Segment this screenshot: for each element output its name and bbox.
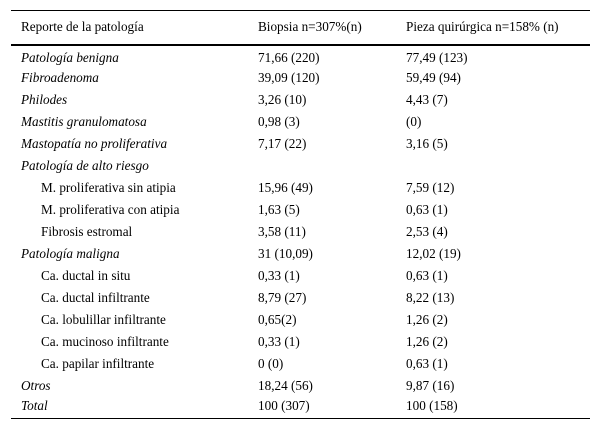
table-header: [11, 11, 590, 45]
row-label: Mastopatía no proliferativa: [21, 135, 168, 151]
row-label: M. proliferativa sin atipia: [41, 179, 176, 195]
surgical-piece-cell: 9,87 (16): [406, 377, 455, 393]
pathology-table: [11, 10, 590, 419]
table-row: [11, 67, 590, 89]
table-row: [11, 243, 590, 265]
biopsy-cell: 3,58 (11): [258, 223, 306, 239]
table-row: [11, 155, 590, 177]
surgical-piece-cell: [396, 155, 590, 177]
biopsy-cell: 0,65(2): [258, 311, 297, 327]
surgical-piece-cell: 7,59 (12): [406, 179, 455, 195]
row-label: Fibroadenoma: [21, 69, 99, 85]
row-label: Philodes: [21, 91, 68, 107]
row-label: Otros: [21, 377, 51, 393]
biopsy-cell: 39,09 (120): [258, 69, 320, 85]
biopsy-cell: 7,17 (22): [258, 135, 307, 151]
surgical-piece-cell: 12,02 (19): [406, 245, 461, 261]
row-label: Patología maligna: [21, 245, 120, 261]
biopsy-cell: 0,33 (1): [258, 267, 300, 283]
surgical-piece-cell: 8,22 (13): [406, 289, 455, 305]
biopsy-cell: 71,66 (220): [258, 49, 320, 65]
surgical-piece-cell: 77,49 (123): [406, 49, 468, 65]
table-body: [11, 45, 590, 419]
row-label: Mastitis granulomatosa: [21, 113, 147, 129]
biopsy-cell: 18,24 (56): [258, 377, 313, 393]
table-row: [11, 111, 590, 133]
table-row: [11, 221, 590, 243]
surgical-piece-cell: 0,63 (1): [406, 355, 448, 371]
surgical-piece-cell: 3,16 (5): [406, 135, 448, 151]
surgical-piece-cell: (0): [406, 113, 422, 129]
row-label: Patología benigna: [21, 49, 119, 65]
surgical-piece-cell: 0,63 (1): [406, 201, 448, 217]
surgical-piece-cell: 59,49 (94): [406, 69, 461, 85]
biopsy-cell: 0,98 (3): [258, 113, 300, 129]
table-row: [11, 375, 590, 397]
biopsy-cell: 15,96 (49): [258, 179, 313, 195]
biopsy-cell: 8,79 (27): [258, 289, 307, 305]
table-row: [11, 265, 590, 287]
surgical-piece-cell: 0,63 (1): [406, 267, 448, 283]
table-row: [11, 287, 590, 309]
table-row: [11, 133, 590, 155]
surgical-piece-cell: 4,43 (7): [406, 91, 448, 107]
biopsy-cell: 0,33 (1): [258, 333, 300, 349]
biopsy-cell: 100 (307): [248, 397, 396, 419]
biopsy-cell: 31 (10,09): [258, 245, 313, 261]
table-row: [11, 397, 590, 419]
header-pathology-report: Reporte de la patología: [11, 11, 248, 45]
table-row: [11, 309, 590, 331]
row-label: Total: [11, 397, 248, 419]
row-label: Ca. papilar infiltrante: [41, 355, 155, 371]
biopsy-cell: 0 (0): [258, 355, 284, 371]
biopsy-cell: [248, 155, 396, 177]
table-row: [11, 177, 590, 199]
row-label: Ca. lobulillar infiltrante: [41, 311, 166, 327]
pathology-table-container: [11, 10, 590, 419]
header-biopsy: Biopsia n=307%(n): [248, 11, 396, 45]
header-surgical-piece: Pieza quirúrgica n=158% (n): [396, 11, 590, 45]
row-label: M. proliferativa con atipia: [41, 201, 180, 217]
surgical-piece-cell: 1,26 (2): [406, 333, 448, 349]
table-row: [11, 331, 590, 353]
surgical-piece-cell: 100 (158): [396, 397, 590, 419]
table-row: [11, 89, 590, 111]
table-row: [11, 199, 590, 221]
row-label: Patología de alto riesgo: [21, 157, 149, 173]
row-label: Ca. ductal infiltrante: [41, 289, 150, 305]
table-row: [11, 45, 590, 67]
row-label: Fibrosis estromal: [41, 223, 133, 239]
row-label: Ca. ductal in situ: [41, 267, 131, 283]
biopsy-cell: 1,63 (5): [258, 201, 300, 217]
biopsy-cell: 3,26 (10): [258, 91, 307, 107]
header-row: [11, 11, 590, 45]
surgical-piece-cell: 1,26 (2): [406, 311, 448, 327]
table-row: [11, 353, 590, 375]
row-label: Ca. mucinoso infiltrante: [41, 333, 169, 349]
surgical-piece-cell: 2,53 (4): [406, 223, 448, 239]
